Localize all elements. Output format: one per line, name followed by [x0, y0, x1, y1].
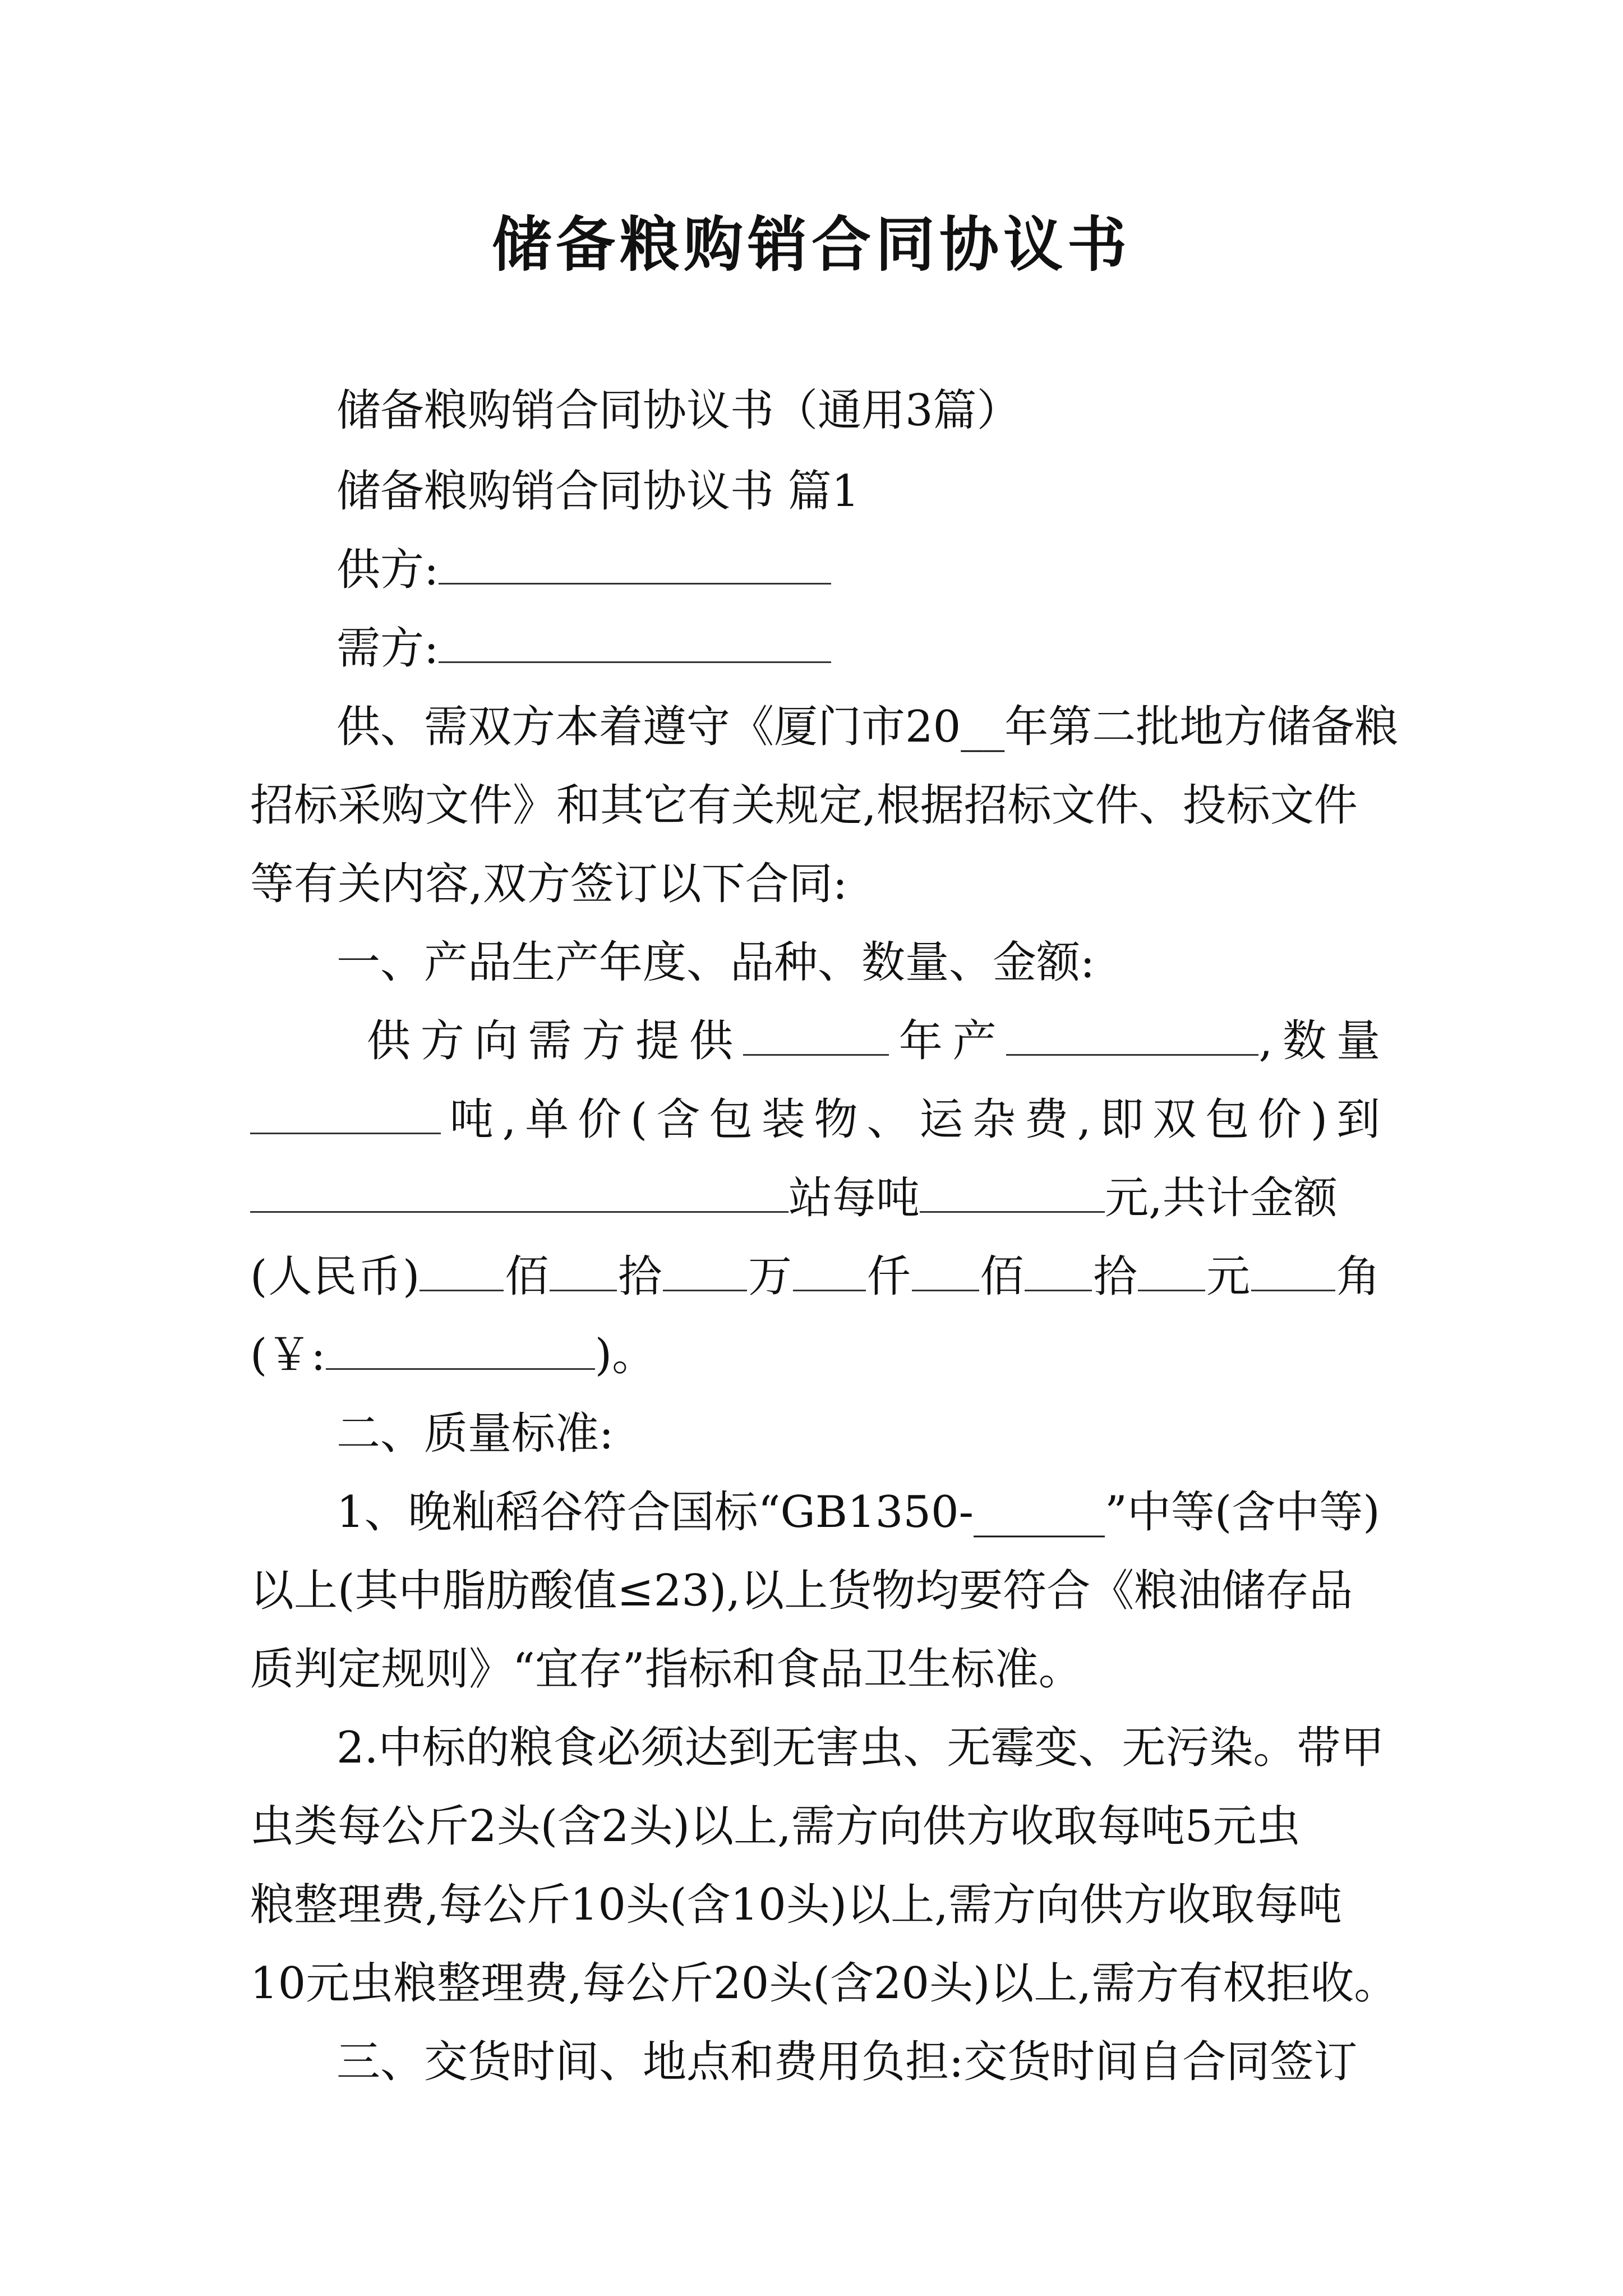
paragraph-line: 质判定规则》“宜存”指标和食品卫生标准。 [250, 1644, 1082, 1695]
blank-field [1138, 1254, 1205, 1291]
buyer-blank [439, 625, 831, 663]
paragraph-line: 等有关内容,双方签订以下合同: [250, 859, 848, 909]
paragraph-line: 粮整理费,每公斤10头(含10头)以上,需方向供方收取每吨 [250, 1880, 1342, 1930]
paragraph-line: 招标采购文件》和其它有关规定,根据招标文件、投标文件 [250, 780, 1358, 831]
text-fragment: 拾 [1092, 1251, 1138, 1302]
text-fragment: )。 [594, 1330, 656, 1381]
clause-heading: 三、交货时间、地点和费用负担:交货时间自合同签订 [336, 2037, 1358, 2087]
text-fragment: 站每吨 [789, 1173, 920, 1223]
blank-field [1251, 1254, 1335, 1291]
blank-field [250, 1097, 441, 1134]
text-fragment: 元 [1205, 1251, 1252, 1302]
blank-field [663, 1254, 747, 1291]
supplier-blank [439, 547, 831, 585]
clause-heading: 一、产品生产年度、品种、数量、金额: [336, 937, 1095, 988]
blank-field [550, 1254, 617, 1291]
buyer-label: 需方: [336, 623, 439, 674]
paragraph-line: 1、晚籼稻谷符合国标“GB1350-______”中等(含中等) [336, 1487, 1380, 1538]
paragraph-line: 供、需双方本着遵守《厦门市20__年第二批地方储备粮 [336, 702, 1399, 752]
clause-heading: 二、质量标准: [336, 1409, 614, 1459]
buyer-line [336, 622, 831, 675]
blank-field [419, 1254, 504, 1291]
supplier-label: 供方: [336, 545, 439, 595]
blank-field [1025, 1254, 1092, 1291]
blank-field [793, 1254, 866, 1291]
paragraph-line [250, 1014, 1380, 1068]
paragraph-line: 10元虫粮整理费,每公斤20头(含20头)以上,需方有权拒收。 [250, 1958, 1398, 2009]
blank-field [912, 1254, 979, 1291]
text-fragment: 佰 [504, 1251, 550, 1302]
text-fragment: 角 [1335, 1251, 1380, 1302]
paragraph-line [250, 1328, 656, 1382]
paragraph-line [250, 1093, 1380, 1147]
supplier-line [336, 543, 831, 597]
text-fragment: 拾 [617, 1251, 663, 1302]
text-fragment: 年产 [888, 1016, 1007, 1066]
text-fragment: 万 [747, 1251, 793, 1302]
blank-field [920, 1175, 1105, 1213]
paragraph-line: 虫类每公斤2头(含2头)以上,需方向供方收取每吨5元虫 [250, 1801, 1301, 1852]
text-fragment: 元,共计金额 [1105, 1173, 1338, 1223]
section-heading: 储备粮购销合同协议书 篇1 [336, 466, 860, 517]
document-title: 储备粮购销合同协议书 [492, 210, 1131, 279]
blank-field [1006, 1018, 1258, 1056]
blank-field [743, 1018, 889, 1056]
text-fragment: (人民币) [250, 1251, 420, 1302]
text-fragment: 供方向需方提供 [357, 1016, 743, 1066]
subtitle-line: 储备粮购销合同协议书（通用3篇） [336, 385, 1021, 436]
paragraph-line: 2.中标的粮食必须达到无害虫、无霉变、无污染。带甲 [336, 1723, 1385, 1773]
paragraph-line [250, 1171, 1338, 1225]
paragraph-line: 以上(其中脂肪酸值≤23),以上货物均要符合《粮油储存品 [250, 1566, 1353, 1616]
text-fragment: 吨,单价(含包装物、运杂费,即双包价)到 [441, 1094, 1380, 1145]
amount-blank [326, 1332, 595, 1370]
text-fragment: (￥: [250, 1330, 326, 1381]
text-fragment: ,数量 [1258, 1016, 1380, 1066]
blank-field [250, 1175, 789, 1213]
paragraph-line [250, 1250, 1380, 1304]
text-fragment: 仟 [865, 1251, 912, 1302]
text-fragment: 佰 [979, 1251, 1025, 1302]
